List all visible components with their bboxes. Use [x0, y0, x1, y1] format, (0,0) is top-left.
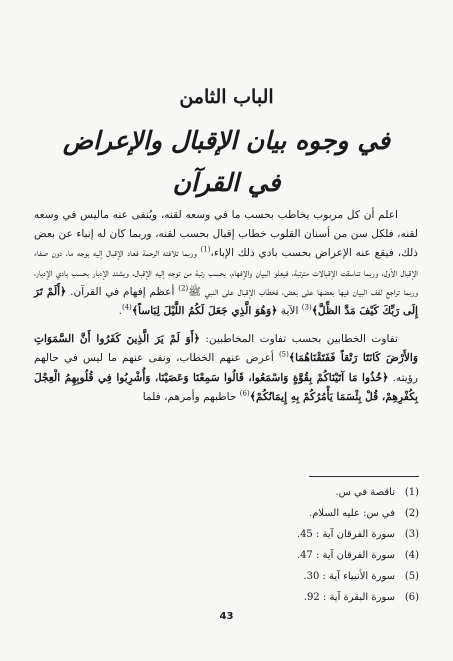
footnote-ref: (4): [121, 303, 132, 312]
footnotes: [119, 482, 419, 608]
footnote-number: (5): [404, 571, 419, 582]
chapter-heading: الباب الثامن: [179, 86, 274, 108]
footnote-divider: [309, 476, 419, 477]
page-number: 43: [219, 611, 234, 622]
footnote: [119, 545, 419, 566]
footnote-text: سورة البقرة آية : 92.: [303, 592, 395, 603]
quran-quote: ﴿أَلَمْ تَرَ إِلَى رَبِّكَ كَيْفَ مَدَّ الظِّلَّ﴾: [34, 285, 418, 318]
footnote-text: ناقصة في س.: [335, 487, 395, 498]
text-run: .: [118, 305, 122, 318]
footnote-number: (4): [404, 550, 419, 561]
footnote: [119, 503, 419, 524]
footnote-ref: (5): [278, 350, 289, 359]
footnote: [119, 566, 419, 587]
text-run: حاطبهم وأمرهم، فلما: [142, 390, 240, 403]
text-run: اعلم أن كل مربوب يخاطب بحسب ما في وسعه لقنه، ويُنفى عنه ماليس في وسعه لقنه، فلكل سن من أسنان القلوب خطاب إقبال بحسب لقنه، وربما كان له إنباء عن بعض ذلك، فيقع عنه الإعراض بحسب بادي ذلك الإباء،: [34, 209, 418, 260]
footnote: [119, 524, 419, 545]
footnote-number: (6): [404, 592, 419, 603]
text-run: أعرض عنهم الخطاب، ونفى عنهم ما ليس في حالهم رؤيته.: [34, 352, 418, 384]
text-run: أعظم إفهام في القرآن.: [66, 285, 179, 298]
footnote-ref: (2): [178, 284, 189, 293]
footnote-number: (3): [404, 529, 419, 540]
footnote-ref: (3): [301, 303, 312, 312]
footnote-ref: (1): [200, 245, 211, 254]
footnote-text: سورة الأنبياء آية : 30.: [303, 571, 395, 582]
quran-quote: ﴿أَوَ لَمْ يَرَ الَّذِينَ كَفَرُوا أَنَّ السَّمَوَاتِ وَالأَرْضَ كَانَتَا رَتْقاً فَفَتَقْنَاهُمَا﴾: [34, 333, 418, 365]
body-text: [34, 206, 418, 407]
footnote-text: سورة الفرقان آية : 47.: [296, 550, 395, 561]
paragraph-2: [34, 330, 418, 407]
footnote-ref: (6): [239, 389, 250, 398]
text-run: وربما تلافته الرحمة فعاد الإقبال إليه بوجه ما، دون صفاء الإقبال الأول، وربما تناسقت الإقبالات مترتبة، فيعلو البيان والإفهام، بحسب رتبة من توجه إليه الإقبال، ويشتد الإدبار بحسب بادي الإدبار، وربما تراجع لفف البيان فيها بعضها على بعض، فخطاب الإقبال على النبي ﷺ: [34, 247, 418, 298]
footnote: [119, 482, 419, 503]
chapter-title-line-1: في وجوه بيان الإقبال والإعراض: [62, 126, 391, 155]
chapter-title-line-2: في القرآن: [172, 168, 281, 197]
footnote-text: في س: عليه السلام.: [309, 508, 395, 519]
footnote-number: (1): [404, 487, 419, 498]
paragraph-1: [34, 206, 418, 321]
quran-quote: ﴿وَهُوَ الَّذِي جَعَلَ لَكُمُ اللَّيْلَ لِبَاساً﴾: [131, 305, 278, 318]
text-run: تفاوت الخطابين بحسب تفاوت المخاطبين:: [199, 333, 398, 346]
footnote-number: (2): [404, 508, 419, 519]
footnote: [119, 587, 419, 608]
text-run: الآية: [277, 305, 302, 318]
footnote-text: سورة الفرقان آية : 45.: [296, 529, 395, 540]
quran-quote: ﴿خُذُوا مَا آتَيْنَاكُمْ بِقُوَّةٍ وَاسْمَعُوا، قَالُوا سَمِعْنَا وَعَصَيْنَا، وَأُشْرِبُوا فِي قُلُوبِهِمُ الْعِجْلَ بِكُفْرِهِمْ، قُلْ بِئْسَمَا يَأْمُرُكُمْ بِهِ إِيمَانُكُمْ﴾: [34, 371, 418, 403]
